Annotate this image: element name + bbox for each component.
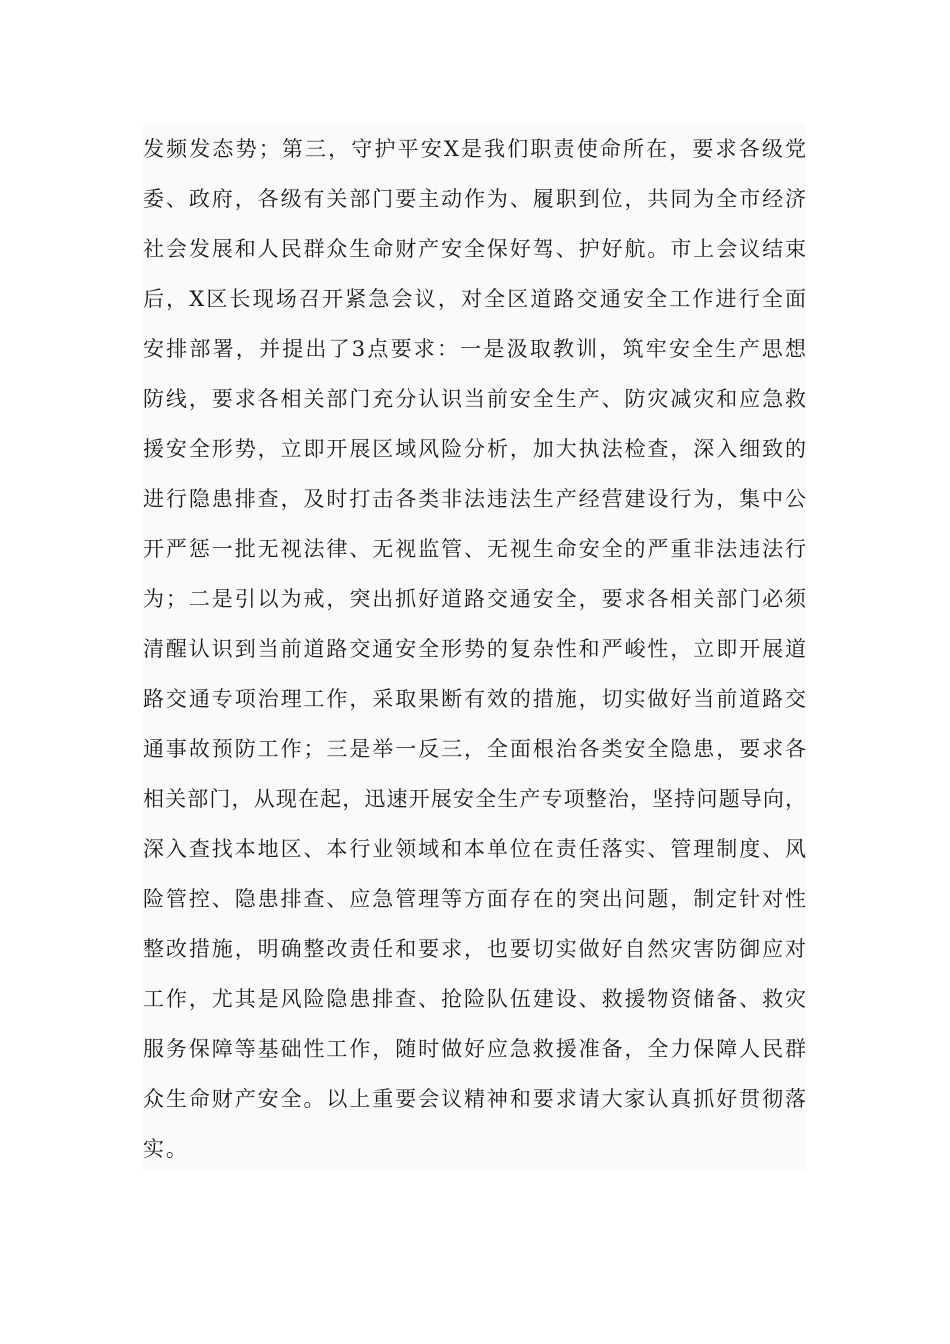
text-line-3: 社会发展和人民群众生命财产安全保好驾、护好航。市上会议结束: [143, 237, 806, 261]
text-line-9: 开严惩一批无视法律、无视监管、无视生命安全的严重非法违法行: [143, 537, 806, 561]
text-line-8: 进行隐患排查，及时打击各类非法违法生产经营建设行为，集中公: [143, 487, 806, 511]
text-line-1: 发频发态势；第三，守护平安X是我们职责使命所在，要求各级党: [143, 137, 806, 161]
text-line-12: 路交通专项治理工作，采取果断有效的措施，切实做好当前道路交: [143, 687, 806, 711]
text-line-10: 为；二是引以为戒，突出抓好道路交通安全，要求各相关部门必须: [143, 587, 806, 611]
text-line-19: 服务保障等基础性工作，随时做好应急救援准备，全力保障人民群: [143, 1037, 806, 1061]
text-line-2: 委、政府，各级有关部门要主动作为、履职到位，共同为全市经济: [143, 187, 806, 211]
text-line-15: 深入查找本地区、本行业领域和本单位在责任落实、管理制度、风: [143, 837, 806, 861]
text-line-20: 众生命财产安全。以上重要会议精神和要求请大家认真抓好贯彻落: [143, 1087, 806, 1111]
text-line-11: 清醒认识到当前道路交通安全形势的复杂性和严峻性，立即开展道: [143, 637, 806, 661]
text-line-7: 援安全形势，立即开展区域风险分析，加大执法检查，深入细致的: [143, 437, 806, 461]
text-line-13: 通事故预防工作；三是举一反三，全面根治各类安全隐患，要求各: [143, 737, 806, 761]
text-line-16: 险管控、隐患排查、应急管理等方面存在的突出问题，制定针对性: [143, 887, 806, 911]
text-line-17: 整改措施，明确整改责任和要求，也要切实做好自然灾害防御应对: [143, 937, 806, 961]
text-line-4: 后，X区长现场召开紧急会议，对全区道路交通安全工作进行全面: [143, 287, 806, 311]
text-line-18: 工作，尤其是风险隐患排查、抢险队伍建设、救援物资储备、救灾: [143, 987, 806, 1011]
text-line-21: 实。: [143, 1137, 189, 1161]
body-text: [143, 124, 806, 1170]
text-line-6: 防线，要求各相关部门充分认识当前安全生产、防灾减灾和应急救: [143, 387, 806, 411]
text-line-5: 安排部署，并提出了3点要求：一是汲取教训，筑牢安全生产思想: [143, 337, 806, 361]
text-line-14: 相关部门，从现在起，迅速开展安全生产专项整治，坚持问题导向，: [143, 787, 806, 811]
